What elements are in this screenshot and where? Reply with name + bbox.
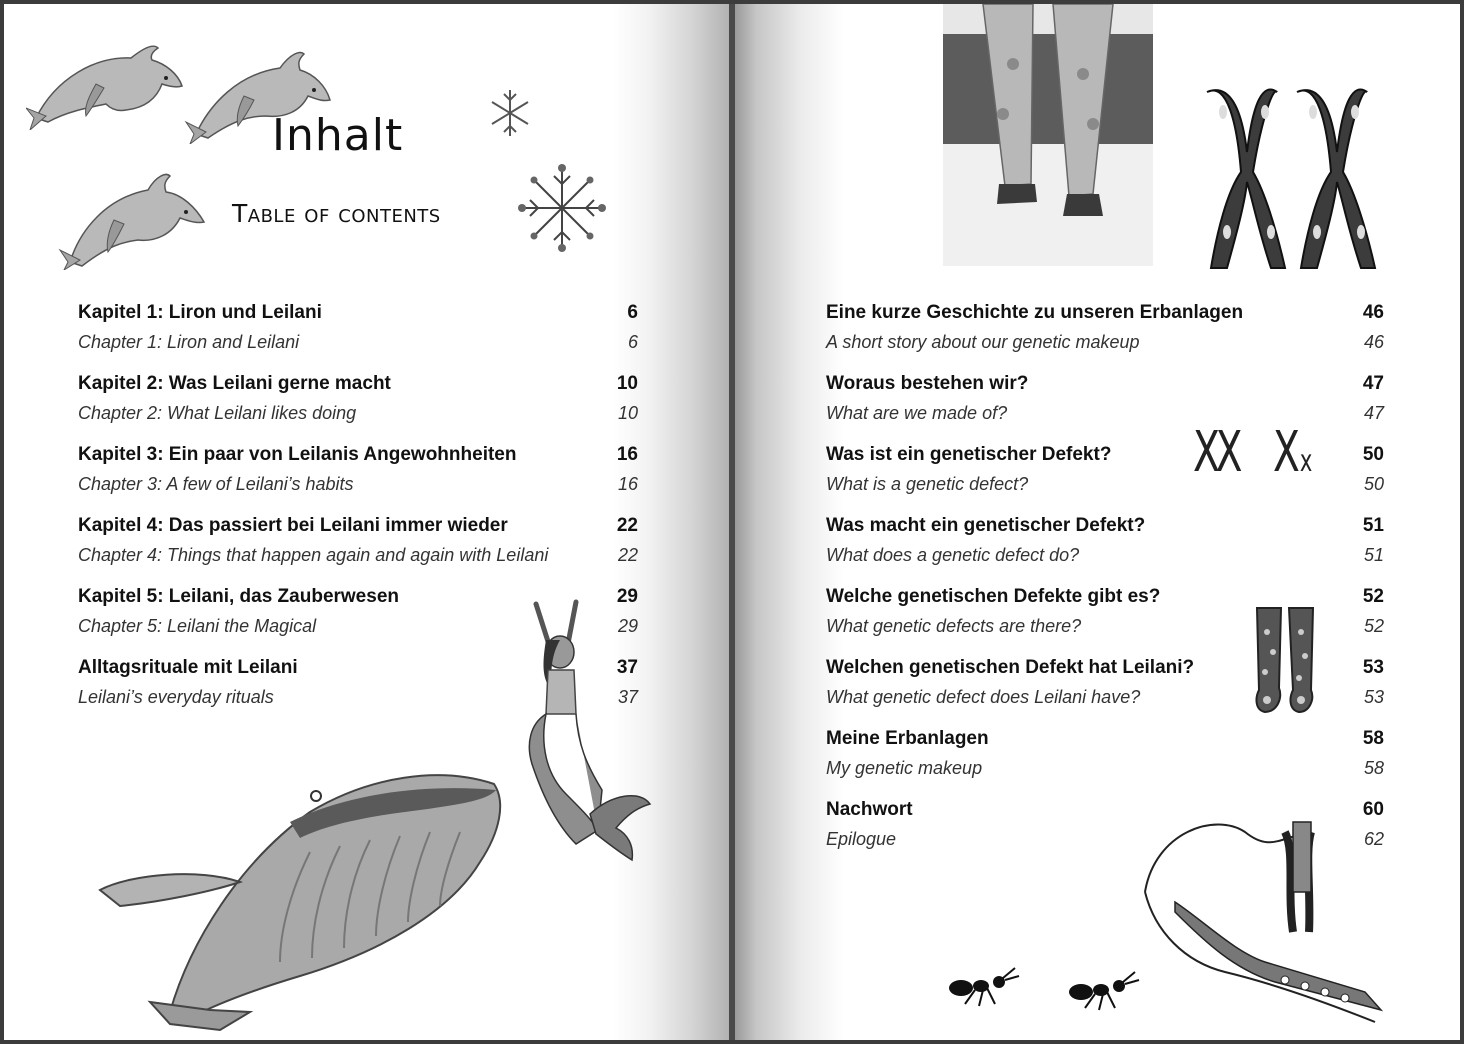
toc-title-german: Meine Erbanlagen xyxy=(826,728,989,749)
page-title: Inhalt xyxy=(272,110,404,161)
toc-title-english: Chapter 5: Leilani the Magical xyxy=(78,616,317,636)
toc-page-number: 6 xyxy=(627,332,638,352)
toc-page-number: 58 xyxy=(1362,728,1384,749)
right-page xyxy=(735,4,1460,1040)
toc-entry[interactable] xyxy=(826,728,1384,799)
mermaid-illustration xyxy=(516,594,656,864)
toc-page-number: 50 xyxy=(1363,474,1384,494)
toc-entry[interactable] xyxy=(826,586,1384,657)
toc-title-german: Woraus bestehen wir? xyxy=(826,373,1029,394)
toc-title-german: Kapitel 2: Was Leilani gerne macht xyxy=(78,373,391,394)
toc-entry[interactable] xyxy=(78,515,638,586)
dolphin-icon xyxy=(26,38,186,130)
toc-entry[interactable] xyxy=(826,657,1384,728)
xx-chromosome-label: XX xyxy=(1193,420,1239,485)
toc-page-number: 46 xyxy=(1363,332,1384,352)
toc-page-number: 53 xyxy=(1363,687,1384,707)
toc-page-number: 22 xyxy=(616,515,638,536)
left-page xyxy=(4,4,729,1040)
toc-page-number: 29 xyxy=(617,616,638,636)
x-label: X xyxy=(1273,420,1300,485)
toc-title-german: Alltagsrituale mit Leilani xyxy=(78,657,298,678)
toc-page-number: 22 xyxy=(617,545,638,565)
toc-page-number: 29 xyxy=(616,586,638,607)
toc-entry[interactable] xyxy=(78,302,638,373)
toc-title-english: A short story about our genetic makeup xyxy=(826,332,1140,352)
legs-illustration xyxy=(943,4,1153,266)
toc-title-english: What does a genetic defect do? xyxy=(826,545,1080,565)
toc-page-number: 47 xyxy=(1362,373,1384,394)
toc-page-number: 37 xyxy=(616,657,638,678)
toc-entry[interactable] xyxy=(826,799,1384,870)
toc-page-number: 50 xyxy=(1362,444,1384,465)
snowflake-icon xyxy=(516,162,608,254)
toc-title-german: Kapitel 1: Liron und Leilani xyxy=(78,302,322,323)
toc-page-number: 51 xyxy=(1362,515,1384,536)
toc-title-english: What are we made of? xyxy=(826,403,1008,423)
toc-page-number: 37 xyxy=(617,687,638,707)
toc-page-number: 6 xyxy=(627,302,638,323)
toc-title-english: What is a genetic defect? xyxy=(826,474,1029,494)
toc-title-german: Welche genetischen Defekte gibt es? xyxy=(826,586,1161,607)
toc-title-english: My genetic makeup xyxy=(826,758,983,778)
toc-page-number: 46 xyxy=(1362,302,1384,323)
toc-page-number: 51 xyxy=(1363,545,1384,565)
toc-title-german: Was macht ein genetischer Defekt? xyxy=(826,515,1146,536)
toc-page-number: 10 xyxy=(617,403,638,423)
ant-icon xyxy=(945,964,1021,1012)
toc-title-english: Leilani’s everyday rituals xyxy=(78,687,274,707)
whale-illustration xyxy=(50,762,510,1032)
toc-page-number: 52 xyxy=(1362,586,1384,607)
toc-title-german: Kapitel 3: Ein paar von Leilanis Angewohnheiten xyxy=(78,444,517,465)
toc-title-german: Was ist ein genetischer Defekt? xyxy=(826,444,1112,465)
toc-page-number: 60 xyxy=(1362,799,1384,820)
chromosome-pair-illustration xyxy=(1197,82,1387,274)
toc-entry[interactable] xyxy=(78,373,638,444)
toc-page-number: 16 xyxy=(616,444,638,465)
toc-title-german: Welchen genetischen Defekt hat Leilani? xyxy=(826,657,1195,678)
toc-title-english: What genetic defects are there? xyxy=(826,616,1082,636)
ant-icon xyxy=(1065,968,1141,1016)
toc-title-german: Kapitel 4: Das passiert bei Leilani immer wieder xyxy=(78,515,508,536)
toc-page-number: 16 xyxy=(617,474,638,494)
toc-title-german: Kapitel 5: Leilani, das Zauberwesen xyxy=(78,586,399,607)
toc-page-number: 53 xyxy=(1362,657,1384,678)
toc-title-english: Chapter 1: Liron and Leilani xyxy=(78,332,300,352)
toc-page-number: 62 xyxy=(1363,829,1384,849)
toc-page-number: 10 xyxy=(616,373,638,394)
x-subscript-label: x xyxy=(1299,444,1313,479)
toc-entry[interactable] xyxy=(826,302,1384,373)
toc-title-english: Chapter 2: What Leilani likes doing xyxy=(78,403,357,423)
toc-title-german: Eine kurze Geschichte zu unseren Erbanlagen xyxy=(826,302,1244,323)
toc-entry[interactable] xyxy=(78,444,638,515)
toc-title-english: Chapter 3: A few of Leilani’s habits xyxy=(78,474,354,494)
toc-title-german: Nachwort xyxy=(826,799,913,820)
toc-page-number: 47 xyxy=(1363,403,1384,423)
toc-page-number: 52 xyxy=(1363,616,1384,636)
toc-title-english: Chapter 4: Things that happen again and again with Leilani xyxy=(78,545,549,565)
dolphin-icon xyxy=(58,164,208,270)
toc-entry[interactable] xyxy=(826,444,1384,515)
toc-entry[interactable] xyxy=(826,515,1384,586)
toc-page-number: 58 xyxy=(1363,758,1384,778)
toc-title-english: What genetic defect does Leilani have? xyxy=(826,687,1141,707)
toc-list-right xyxy=(826,302,1384,870)
toc-entry[interactable] xyxy=(826,373,1384,444)
page-subtitle: Table of contents xyxy=(232,199,441,228)
snowflake-icon xyxy=(488,86,532,140)
toc-title-english: Epilogue xyxy=(826,829,897,849)
